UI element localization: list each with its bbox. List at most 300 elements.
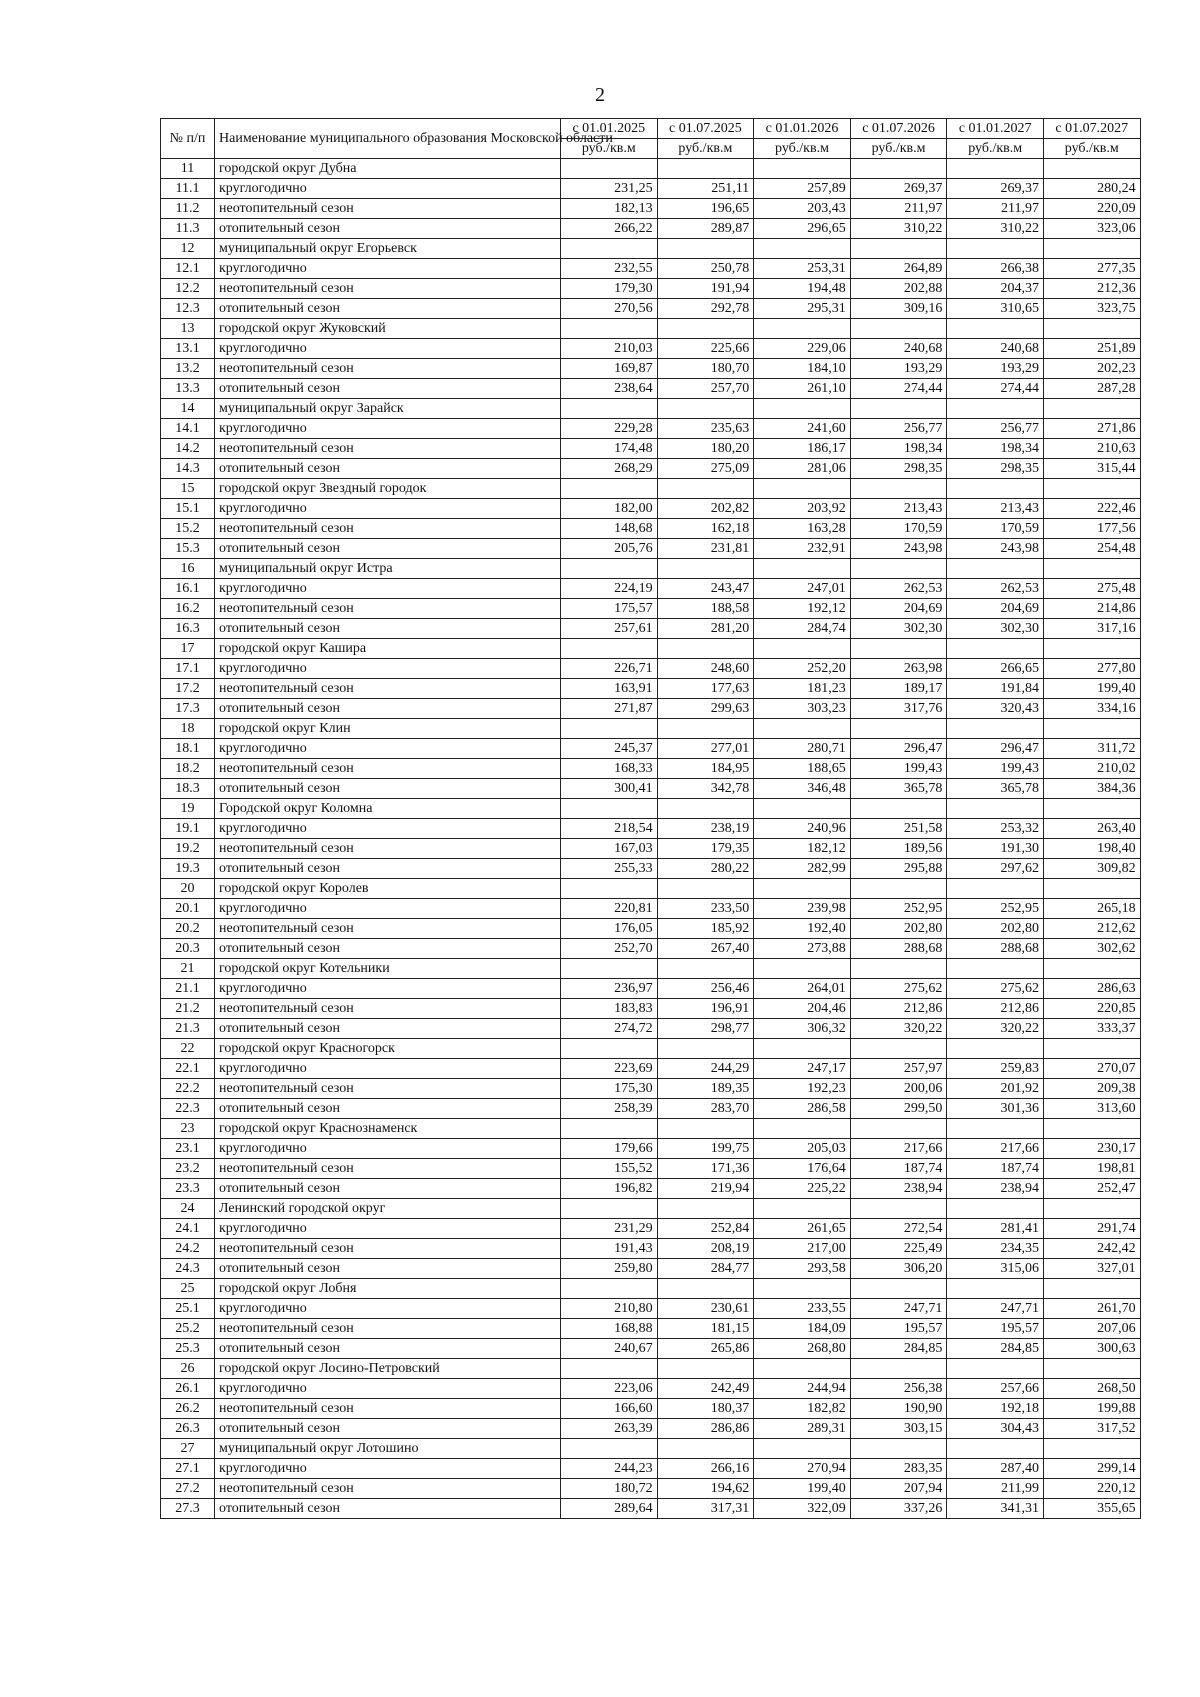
rate-cell: 306,32 — [754, 1019, 851, 1039]
row-number: 11.1 — [161, 179, 215, 199]
rate-cell: 230,17 — [1043, 1139, 1140, 1159]
rate-cell: 320,22 — [947, 1019, 1044, 1039]
rate-cell: 240,96 — [754, 819, 851, 839]
rate-cell: 179,35 — [657, 839, 754, 859]
row-name: круглогодично — [215, 579, 561, 599]
rate-cell: 310,22 — [947, 219, 1044, 239]
table-row — [161, 839, 1141, 859]
rate-cell: 220,09 — [1043, 199, 1140, 219]
rate-cell: 258,39 — [561, 1099, 658, 1119]
rate-cell — [947, 719, 1044, 739]
rate-cell: 220,85 — [1043, 999, 1140, 1019]
rate-cell: 202,88 — [850, 279, 947, 299]
rate-cell: 302,30 — [947, 619, 1044, 639]
rate-cell — [754, 399, 851, 419]
table-row — [161, 1279, 1141, 1299]
rate-cell — [561, 719, 658, 739]
row-number: 15.3 — [161, 539, 215, 559]
row-name: отопительный сезон — [215, 699, 561, 719]
rate-cell: 261,10 — [754, 379, 851, 399]
row-number: 21.1 — [161, 979, 215, 999]
rate-cell — [850, 559, 947, 579]
rate-cell: 192,12 — [754, 599, 851, 619]
rate-cell — [754, 1439, 851, 1459]
rate-cell: 298,35 — [850, 459, 947, 479]
rate-cell — [850, 799, 947, 819]
rate-cell: 281,20 — [657, 619, 754, 639]
table-row — [161, 339, 1141, 359]
rate-cell: 168,33 — [561, 759, 658, 779]
row-name: круглогодично — [215, 899, 561, 919]
rate-cell: 200,06 — [850, 1079, 947, 1099]
table-row — [161, 759, 1141, 779]
row-name: неотопительный сезон — [215, 519, 561, 539]
rate-cell: 245,37 — [561, 739, 658, 759]
rate-cell: 317,76 — [850, 699, 947, 719]
row-name: неотопительный сезон — [215, 1159, 561, 1179]
rate-cell: 259,83 — [947, 1059, 1044, 1079]
rate-cell: 177,56 — [1043, 519, 1140, 539]
rate-cell — [657, 399, 754, 419]
rate-cell — [947, 559, 1044, 579]
rate-cell: 229,28 — [561, 419, 658, 439]
rate-cell: 184,10 — [754, 359, 851, 379]
rate-cell: 214,86 — [1043, 599, 1140, 619]
rate-cell: 261,65 — [754, 1219, 851, 1239]
rate-cell — [850, 1199, 947, 1219]
row-name: городской округ Лосино-Петровский — [215, 1359, 561, 1379]
rate-cell: 287,28 — [1043, 379, 1140, 399]
row-name: круглогодично — [215, 1459, 561, 1479]
rate-cell: 310,22 — [850, 219, 947, 239]
column-header-unit: руб./кв.м — [657, 139, 754, 159]
table-row — [161, 1379, 1141, 1399]
rate-cell: 202,80 — [947, 919, 1044, 939]
rate-cell: 209,38 — [1043, 1079, 1140, 1099]
rate-cell: 266,22 — [561, 219, 658, 239]
rate-cell — [1043, 1039, 1140, 1059]
rate-cell: 208,19 — [657, 1239, 754, 1259]
rate-cell: 193,29 — [850, 359, 947, 379]
row-number: 12.2 — [161, 279, 215, 299]
table-row — [161, 619, 1141, 639]
table-row — [161, 819, 1141, 839]
row-number: 15 — [161, 479, 215, 499]
rate-cell — [1043, 319, 1140, 339]
rate-cell — [561, 1039, 658, 1059]
rate-cell: 283,35 — [850, 1459, 947, 1479]
rate-cell — [561, 799, 658, 819]
row-number: 20.3 — [161, 939, 215, 959]
rate-cell — [1043, 239, 1140, 259]
row-name: круглогодично — [215, 419, 561, 439]
table-row — [161, 639, 1141, 659]
column-header-date: с 01.01.2027 — [947, 119, 1044, 139]
rate-cell — [1043, 719, 1140, 739]
rate-cell — [1043, 1199, 1140, 1219]
row-number: 22.1 — [161, 1059, 215, 1079]
rate-cell: 232,55 — [561, 259, 658, 279]
table-row — [161, 699, 1141, 719]
row-name: круглогодично — [215, 1379, 561, 1399]
rate-cell: 275,09 — [657, 459, 754, 479]
rate-cell: 187,74 — [947, 1159, 1044, 1179]
table-row — [161, 519, 1141, 539]
rate-cell: 256,38 — [850, 1379, 947, 1399]
rate-cell: 176,05 — [561, 919, 658, 939]
rate-cell: 184,95 — [657, 759, 754, 779]
rate-cell — [947, 799, 1044, 819]
rate-cell — [850, 479, 947, 499]
rate-cell: 242,42 — [1043, 1239, 1140, 1259]
row-name: отопительный сезон — [215, 1099, 561, 1119]
rate-cell — [754, 239, 851, 259]
table-row — [161, 979, 1141, 999]
rate-cell — [561, 1359, 658, 1379]
table-row — [161, 739, 1141, 759]
rate-cell: 295,31 — [754, 299, 851, 319]
row-number: 14.3 — [161, 459, 215, 479]
row-name: неотопительный сезон — [215, 439, 561, 459]
row-name: отопительный сезон — [215, 619, 561, 639]
rate-cell: 175,57 — [561, 599, 658, 619]
rate-cell: 264,01 — [754, 979, 851, 999]
rate-cell: 182,00 — [561, 499, 658, 519]
rate-cell: 280,22 — [657, 859, 754, 879]
row-number: 27.1 — [161, 1459, 215, 1479]
rate-cell: 284,77 — [657, 1259, 754, 1279]
rate-cell: 163,28 — [754, 519, 851, 539]
rate-cell: 229,06 — [754, 339, 851, 359]
column-header-unit: руб./кв.м — [754, 139, 851, 159]
row-name: отопительный сезон — [215, 299, 561, 319]
table-row — [161, 1099, 1141, 1119]
rate-cell: 281,41 — [947, 1219, 1044, 1239]
rate-cell: 283,70 — [657, 1099, 754, 1119]
rate-cell — [657, 959, 754, 979]
rate-cell: 210,80 — [561, 1299, 658, 1319]
rate-cell: 257,70 — [657, 379, 754, 399]
table-row — [161, 399, 1141, 419]
rate-cell: 242,49 — [657, 1379, 754, 1399]
rate-cell: 199,43 — [947, 759, 1044, 779]
row-number: 18.1 — [161, 739, 215, 759]
rate-cell: 265,86 — [657, 1339, 754, 1359]
row-number: 18.2 — [161, 759, 215, 779]
row-name: городской округ Кашира — [215, 639, 561, 659]
row-name: отопительный сезон — [215, 939, 561, 959]
rate-cell — [561, 1279, 658, 1299]
rate-cell: 263,39 — [561, 1419, 658, 1439]
row-name: Ленинский городской округ — [215, 1199, 561, 1219]
rate-cell: 250,78 — [657, 259, 754, 279]
rate-cell: 346,48 — [754, 779, 851, 799]
table-row — [161, 879, 1141, 899]
row-name: круглогодично — [215, 659, 561, 679]
rate-cell: 222,46 — [1043, 499, 1140, 519]
row-name: неотопительный сезон — [215, 1479, 561, 1499]
rate-cell — [947, 479, 1044, 499]
row-number: 24.3 — [161, 1259, 215, 1279]
rate-cell: 194,48 — [754, 279, 851, 299]
row-number: 26 — [161, 1359, 215, 1379]
rate-cell: 286,63 — [1043, 979, 1140, 999]
table-row — [161, 1419, 1141, 1439]
rate-cell: 196,65 — [657, 199, 754, 219]
rate-cell: 195,57 — [850, 1319, 947, 1339]
rate-cell: 199,88 — [1043, 1399, 1140, 1419]
rate-cell: 257,61 — [561, 619, 658, 639]
rate-cell: 256,46 — [657, 979, 754, 999]
rate-cell — [657, 159, 754, 179]
rate-cell: 238,94 — [850, 1179, 947, 1199]
row-name: неотопительный сезон — [215, 839, 561, 859]
rate-cell: 192,23 — [754, 1079, 851, 1099]
row-number: 27.2 — [161, 1479, 215, 1499]
rate-cell: 269,37 — [947, 179, 1044, 199]
rate-cell: 193,29 — [947, 359, 1044, 379]
rate-cell: 162,18 — [657, 519, 754, 539]
rate-cell: 299,50 — [850, 1099, 947, 1119]
rate-cell: 293,58 — [754, 1259, 851, 1279]
row-name: городской округ Краснознаменск — [215, 1119, 561, 1139]
table-row — [161, 919, 1141, 939]
rate-cell: 239,98 — [754, 899, 851, 919]
row-name: городской округ Клин — [215, 719, 561, 739]
rate-cell: 231,25 — [561, 179, 658, 199]
table-row — [161, 219, 1141, 239]
column-header-date: с 01.07.2026 — [850, 119, 947, 139]
rate-cell: 298,35 — [947, 459, 1044, 479]
row-name: неотопительный сезон — [215, 1319, 561, 1339]
rate-cell — [754, 1359, 851, 1379]
rate-cell: 205,76 — [561, 539, 658, 559]
rate-cell — [1043, 879, 1140, 899]
table-row — [161, 1159, 1141, 1179]
rate-cell: 306,20 — [850, 1259, 947, 1279]
rate-cell — [1043, 399, 1140, 419]
rate-cell — [657, 719, 754, 739]
rate-cell: 252,20 — [754, 659, 851, 679]
table-row — [161, 1119, 1141, 1139]
row-name: неотопительный сезон — [215, 279, 561, 299]
rate-cell: 248,60 — [657, 659, 754, 679]
row-number: 15.1 — [161, 499, 215, 519]
rate-cell: 213,43 — [850, 499, 947, 519]
row-number: 27.3 — [161, 1499, 215, 1519]
rate-cell — [947, 239, 1044, 259]
rate-cell: 263,98 — [850, 659, 947, 679]
rate-cell — [1043, 639, 1140, 659]
rate-cell: 302,62 — [1043, 939, 1140, 959]
rate-cell: 196,82 — [561, 1179, 658, 1199]
rate-cell: 177,63 — [657, 679, 754, 699]
rate-cell: 233,50 — [657, 899, 754, 919]
rate-cell — [947, 879, 1044, 899]
row-number: 25 — [161, 1279, 215, 1299]
row-number: 14.2 — [161, 439, 215, 459]
rate-cell: 270,94 — [754, 1459, 851, 1479]
row-number: 20 — [161, 879, 215, 899]
rate-cell: 251,89 — [1043, 339, 1140, 359]
page-number: 2 — [595, 84, 605, 106]
row-name: городской округ Дубна — [215, 159, 561, 179]
table-row — [161, 899, 1141, 919]
row-number: 11 — [161, 159, 215, 179]
rate-cell: 240,67 — [561, 1339, 658, 1359]
rate-cell — [754, 1119, 851, 1139]
rate-cell: 266,16 — [657, 1459, 754, 1479]
rate-cell — [657, 1439, 754, 1459]
rate-cell: 300,63 — [1043, 1339, 1140, 1359]
rate-cell — [1043, 1279, 1140, 1299]
rate-cell: 275,62 — [850, 979, 947, 999]
table-row — [161, 199, 1141, 219]
rate-cell: 204,46 — [754, 999, 851, 1019]
table-row — [161, 1179, 1141, 1199]
rate-cell: 238,94 — [947, 1179, 1044, 1199]
rate-cell: 176,64 — [754, 1159, 851, 1179]
row-name: круглогодично — [215, 739, 561, 759]
rate-cell: 288,68 — [850, 939, 947, 959]
rate-cell: 189,56 — [850, 839, 947, 859]
rate-cell: 302,30 — [850, 619, 947, 639]
rate-cell — [1043, 1119, 1140, 1139]
rate-cell: 198,34 — [947, 439, 1044, 459]
rate-cell: 241,60 — [754, 419, 851, 439]
rate-cell: 284,74 — [754, 619, 851, 639]
row-number: 14 — [161, 399, 215, 419]
row-number: 13 — [161, 319, 215, 339]
rate-cell: 155,52 — [561, 1159, 658, 1179]
rate-cell: 225,66 — [657, 339, 754, 359]
table-row — [161, 939, 1141, 959]
rate-cell: 175,30 — [561, 1079, 658, 1099]
rate-cell: 211,97 — [947, 199, 1044, 219]
row-name: отопительный сезон — [215, 459, 561, 479]
row-name: неотопительный сезон — [215, 679, 561, 699]
rate-cell: 262,53 — [947, 579, 1044, 599]
table-row — [161, 1359, 1141, 1379]
table-row — [161, 1219, 1141, 1239]
rate-cell: 261,70 — [1043, 1299, 1140, 1319]
rate-cell: 257,66 — [947, 1379, 1044, 1399]
row-number: 25.2 — [161, 1319, 215, 1339]
table-row — [161, 1399, 1141, 1419]
row-name: городской округ Красногорск — [215, 1039, 561, 1059]
row-name: городской округ Королев — [215, 879, 561, 899]
rate-cell: 212,36 — [1043, 279, 1140, 299]
row-number: 24.2 — [161, 1239, 215, 1259]
rate-cell: 243,47 — [657, 579, 754, 599]
table-row — [161, 659, 1141, 679]
row-name: неотопительный сезон — [215, 1079, 561, 1099]
rate-cell: 299,63 — [657, 699, 754, 719]
rate-cell — [1043, 479, 1140, 499]
rate-cell — [1043, 1439, 1140, 1459]
rate-cell: 327,01 — [1043, 1259, 1140, 1279]
rate-cell: 251,11 — [657, 179, 754, 199]
row-name: отопительный сезон — [215, 219, 561, 239]
rate-cell: 179,66 — [561, 1139, 658, 1159]
rate-cell: 255,33 — [561, 859, 658, 879]
rate-cell: 244,94 — [754, 1379, 851, 1399]
row-number: 21 — [161, 959, 215, 979]
rate-cell — [850, 879, 947, 899]
row-name: круглогодично — [215, 259, 561, 279]
rate-cell: 322,09 — [754, 1499, 851, 1519]
rate-cell: 256,77 — [947, 419, 1044, 439]
rate-cell — [561, 239, 658, 259]
rate-cell: 210,03 — [561, 339, 658, 359]
rate-cell: 257,89 — [754, 179, 851, 199]
row-name: неотопительный сезон — [215, 759, 561, 779]
rate-cell: 231,29 — [561, 1219, 658, 1239]
row-name: отопительный сезон — [215, 1259, 561, 1279]
rate-cell: 191,43 — [561, 1239, 658, 1259]
rate-cell: 272,54 — [850, 1219, 947, 1239]
table-body — [161, 159, 1141, 1519]
rate-cell — [947, 1119, 1044, 1139]
row-number: 16.3 — [161, 619, 215, 639]
rate-cell: 265,18 — [1043, 899, 1140, 919]
rate-cell: 342,78 — [657, 779, 754, 799]
table-row — [161, 559, 1141, 579]
rate-cell: 196,91 — [657, 999, 754, 1019]
table-row — [161, 1479, 1141, 1499]
row-name: круглогодично — [215, 1059, 561, 1079]
row-name: муниципальный округ Лотошино — [215, 1439, 561, 1459]
rate-cell: 275,62 — [947, 979, 1044, 999]
row-number: 16 — [161, 559, 215, 579]
row-number: 19.2 — [161, 839, 215, 859]
rate-cell: 235,63 — [657, 419, 754, 439]
rate-cell: 192,18 — [947, 1399, 1044, 1419]
rate-cell: 243,98 — [850, 539, 947, 559]
table-row — [161, 1039, 1141, 1059]
rate-cell: 233,55 — [754, 1299, 851, 1319]
rate-cell: 188,65 — [754, 759, 851, 779]
rate-cell: 269,37 — [850, 179, 947, 199]
rate-cell: 182,12 — [754, 839, 851, 859]
rate-cell — [754, 1279, 851, 1299]
rate-cell: 203,92 — [754, 499, 851, 519]
table-row — [161, 1339, 1141, 1359]
rate-cell: 355,65 — [1043, 1499, 1140, 1519]
rate-cell — [850, 639, 947, 659]
rate-cell — [657, 1359, 754, 1379]
rate-cell: 287,40 — [947, 1459, 1044, 1479]
rate-cell: 191,84 — [947, 679, 1044, 699]
rate-cell — [657, 799, 754, 819]
rate-cell: 194,62 — [657, 1479, 754, 1499]
table-row — [161, 719, 1141, 739]
rate-cell — [850, 719, 947, 739]
rate-cell: 263,40 — [1043, 819, 1140, 839]
rate-cell — [850, 1039, 947, 1059]
rate-cell: 204,37 — [947, 279, 1044, 299]
rate-cell: 204,69 — [850, 599, 947, 619]
rate-cell: 253,32 — [947, 819, 1044, 839]
row-number: 18.3 — [161, 779, 215, 799]
rate-cell — [561, 399, 658, 419]
rate-cell: 384,36 — [1043, 779, 1140, 799]
rate-cell — [754, 719, 851, 739]
row-number: 12.3 — [161, 299, 215, 319]
rate-cell — [657, 479, 754, 499]
rate-cell: 266,65 — [947, 659, 1044, 679]
table-row — [161, 1239, 1141, 1259]
